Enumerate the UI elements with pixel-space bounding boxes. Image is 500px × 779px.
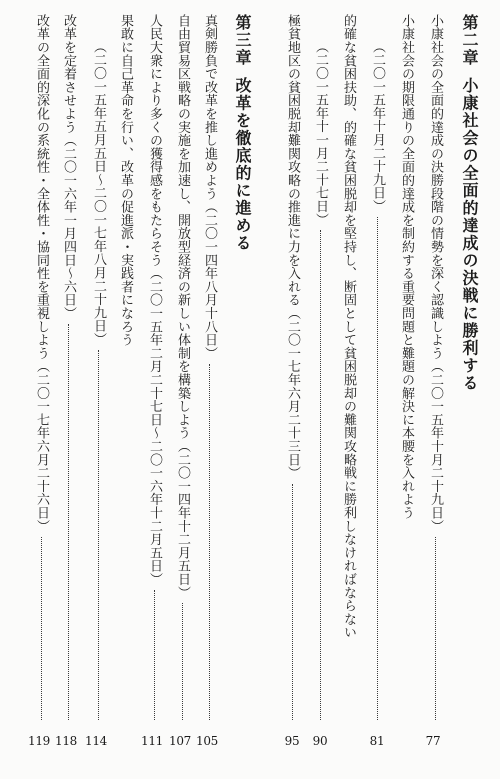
- toc-entry[interactable]: [337, 14, 359, 639]
- toc-entry[interactable]: [143, 14, 165, 726]
- dot-leader: [209, 364, 210, 720]
- dot-leader: [292, 484, 293, 721]
- toc-entry[interactable]: [198, 14, 220, 726]
- toc-entry-continued[interactable]: [309, 40, 331, 726]
- entry-title: 改革を定着させよう（二〇一六年一月四日～六日）: [61, 14, 76, 320]
- page-number[interactable]: 81: [369, 734, 385, 748]
- entry-title: 改革の全面的深化の系統性・全体性・協同性を重視しよう（二〇一七年六月二十六日）: [34, 14, 49, 533]
- entry-title: 的確な貧困扶助、的確な貧困脱却を堅持し、断固として貧困脱却の難関攻略戦に勝利しなければならない: [341, 14, 356, 640]
- page-number[interactable]: 95: [284, 734, 300, 748]
- toc-entry-continued[interactable]: [366, 40, 388, 726]
- entry-title: 果敢に自己革命を行い、改革の促進派・実践者になろう: [118, 14, 133, 347]
- page-number[interactable]: 114: [84, 734, 107, 748]
- page-number[interactable]: 111: [140, 734, 163, 748]
- entry-title: 極貧地区の貧困脱却難関攻略の推進に力を入れる（二〇一七年六月二十三日）: [285, 14, 300, 480]
- toc-entry[interactable]: [114, 14, 136, 347]
- chapter-title: 小康社会の全面的達成の決戦に勝利する: [460, 76, 479, 392]
- chapter-title: 改革を徹底的に進める: [233, 76, 252, 252]
- chapter-number: 第三章: [233, 14, 252, 67]
- entry-title: 自由貿易区戦略の実施を加速し、開放型経済の新しい体制を構築しよう（二〇一四年十二月五日）: [175, 14, 190, 600]
- page-number[interactable]: 105: [195, 734, 218, 748]
- toc-entry[interactable]: [395, 14, 417, 519]
- chapter-heading-2: [458, 14, 480, 392]
- toc-entry-continued[interactable]: [87, 40, 109, 726]
- dot-leader: [68, 324, 69, 720]
- chapter-heading-3: [231, 14, 253, 252]
- dot-leader: [98, 350, 99, 720]
- dot-leader: [154, 590, 155, 720]
- toc-entry[interactable]: [171, 14, 193, 726]
- chapter-number: 第二章: [460, 14, 479, 67]
- dot-leader: [182, 603, 183, 720]
- entry-date: （二〇一五年五月五日～二〇一七年八月二十九日）: [91, 40, 106, 346]
- page-number[interactable]: 107: [168, 734, 191, 748]
- dot-leader: [320, 230, 321, 720]
- dot-leader: [377, 217, 378, 720]
- page-number[interactable]: 118: [54, 734, 77, 748]
- entry-title: 真剣勝負で改革を推し進めよう（二〇一四年八月十八日）: [202, 14, 217, 360]
- page-number[interactable]: 77: [425, 734, 441, 748]
- dot-leader: [41, 537, 42, 720]
- page-number[interactable]: 90: [312, 734, 328, 748]
- entry-title: 人民大衆により多くの獲得感をもたらそう（二〇一五年二月二十七日～二〇一六年十二月五日）: [147, 14, 162, 586]
- page-number[interactable]: 119: [27, 734, 50, 748]
- dot-leader: [435, 537, 436, 720]
- entry-title: 小康社会の期限通りの全面的達成を制約する重要問題と難題の解決に本腰を入れよう: [399, 14, 414, 520]
- entry-title: 小康社会の全面的達成の決勝段階の情勢を深く認識しよう（二〇一五年十月二十九日）: [428, 14, 443, 533]
- entry-date: （二〇一五年十一月二十七日）: [313, 40, 328, 227]
- toc-entry[interactable]: [281, 14, 303, 726]
- toc-entry[interactable]: [57, 14, 79, 726]
- toc-entry[interactable]: [30, 14, 52, 726]
- entry-date: （二〇一五年十月二十九日）: [370, 40, 385, 213]
- toc-entry[interactable]: [424, 14, 446, 726]
